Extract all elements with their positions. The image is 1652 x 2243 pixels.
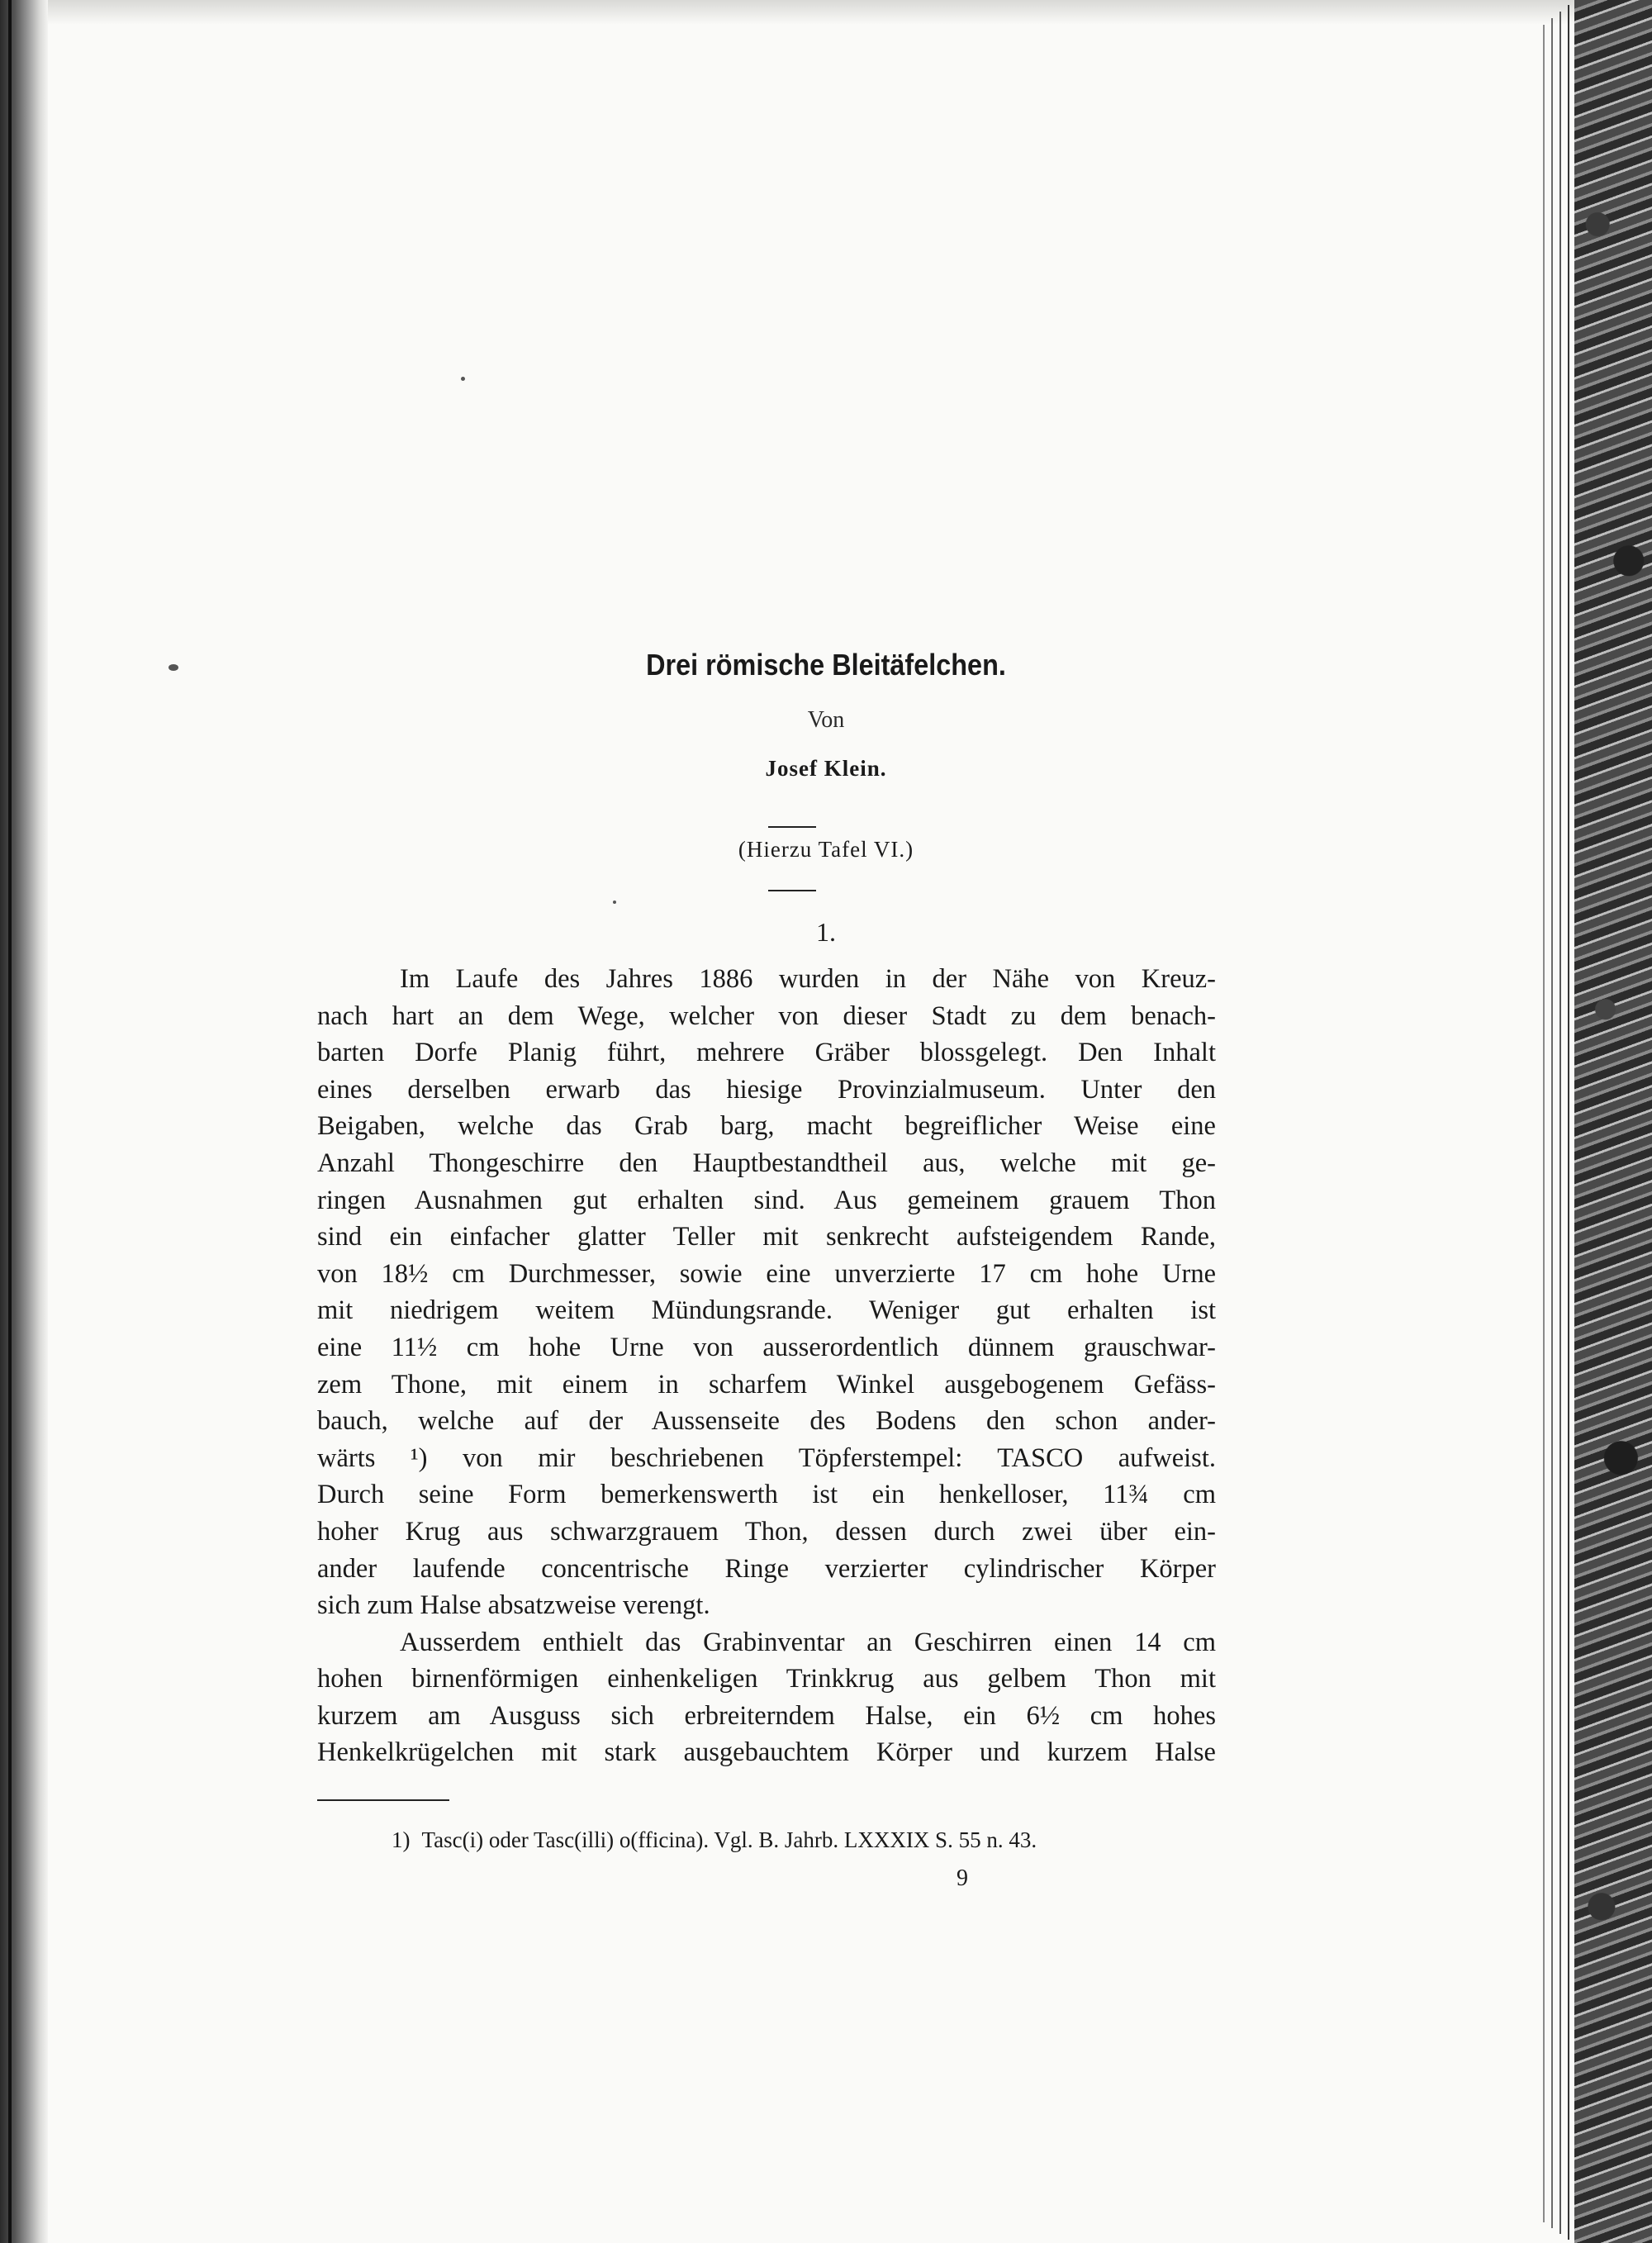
body-line: eines derselben erwarb das hiesige Provinzialmuseum. Unter den xyxy=(317,1074,1216,1105)
body-line: sind ein einfacher glatter Teller mit senkrecht aufsteigendem Rande, xyxy=(317,1222,1216,1252)
body-line: ringen Ausnahmen gut erhalten sind. Aus gemeinem grauem Thon xyxy=(317,1185,1216,1215)
body-text xyxy=(317,961,1216,1771)
page-edge xyxy=(1551,18,1553,2228)
footnote-text: Tasc(i) oder Tasc(illi) o(fficina). Vgl. B. Jahrb. LXXXIX S. 55 n. 43. xyxy=(421,1827,1037,1852)
spine-edge-line xyxy=(8,0,12,2243)
body-line: hoher Krug aus schwarzgrauem Thon, dessen durch zwei über ein- xyxy=(317,1516,1216,1547)
footnote-rule xyxy=(317,1799,449,1801)
body-line: mit niedrigem weitem Mündungsrande. Weniger gut erhalten ist xyxy=(317,1295,1216,1326)
body-line: Durch seine Form bemerkenswerth ist ein henkelloser, 11¾ cm xyxy=(317,1480,1216,1510)
body-line: kurzem am Ausguss sich erbreiterndem Halse, ein 6½ cm hohes xyxy=(317,1700,1216,1731)
body-line: wärts ¹) von mir beschriebenen Töpferstempel: TASCO aufweist. xyxy=(317,1442,1216,1473)
body-line: Anzahl Thongeschirre den Hauptbestandtheil aus, welche mit ge- xyxy=(317,1148,1216,1178)
footnote xyxy=(392,1827,1218,1853)
book-spine xyxy=(0,0,48,2243)
body-line: bauch, welche auf der Aussenseite des Bodens den schon ander- xyxy=(317,1406,1216,1437)
scan-top-shadow xyxy=(48,0,1574,25)
body-line: eine 11½ cm hohe Urne von ausserordentlich dünnem grauschwar- xyxy=(317,1332,1216,1362)
marbled-cover-edge xyxy=(1574,0,1652,2243)
ink-speck xyxy=(613,901,616,904)
body-line: sich zum Halse absatzweise verengt. xyxy=(317,1590,710,1621)
byline-prefix: Von xyxy=(807,707,845,733)
body-line: Ausserdem enthielt das Grabinventar an Geschirren einen 14 cm xyxy=(400,1627,1216,1657)
page-edge xyxy=(1568,5,1569,2240)
body-line: barten Dorfe Planig führt, mehrere Gräber blossgelegt. Den Inhalt xyxy=(317,1038,1216,1068)
body-line: hohen birnenförmigen einhenkeligen Trinkkrug aus gelbem Thon mit xyxy=(317,1664,1216,1694)
body-line: von 18½ cm Durchmesser, sowie eine unverzierte 17 cm hohe Urne xyxy=(317,1258,1216,1289)
body-line: Beigaben, welche das Grab barg, macht begreiflicher Weise eine xyxy=(317,1111,1216,1142)
page-number: 9 xyxy=(957,1865,968,1891)
article-title: Drei römische Bleitäfelchen. xyxy=(646,648,1006,682)
ink-speck xyxy=(461,377,465,381)
body-line: Im Laufe des Jahres 1886 wurden in der Nähe von Kreuz- xyxy=(400,964,1216,994)
page-edge xyxy=(1543,25,1545,2222)
section-number: 1. xyxy=(816,917,836,947)
page-edge xyxy=(1559,12,1561,2234)
divider-rule xyxy=(768,826,816,828)
body-line: zem Thone, mit einem in scharfem Winkel ausgebogenem Gefäss- xyxy=(317,1369,1216,1399)
body-line: nach hart an dem Wege, welcher von dieser Stadt zu dem benach- xyxy=(317,1000,1216,1031)
body-line: ander laufende concentrische Ringe verzierter cylindrischer Körper xyxy=(317,1553,1216,1584)
plate-reference: (Hierzu Tafel VI.) xyxy=(738,837,914,862)
divider-rule xyxy=(768,890,816,891)
author-name: Josef Klein. xyxy=(765,756,887,781)
body-line: Henkelkrügelchen mit stark ausgebauchtem Körper und kurzem Halse xyxy=(317,1737,1216,1768)
footnote-marker: 1) xyxy=(392,1827,411,1852)
